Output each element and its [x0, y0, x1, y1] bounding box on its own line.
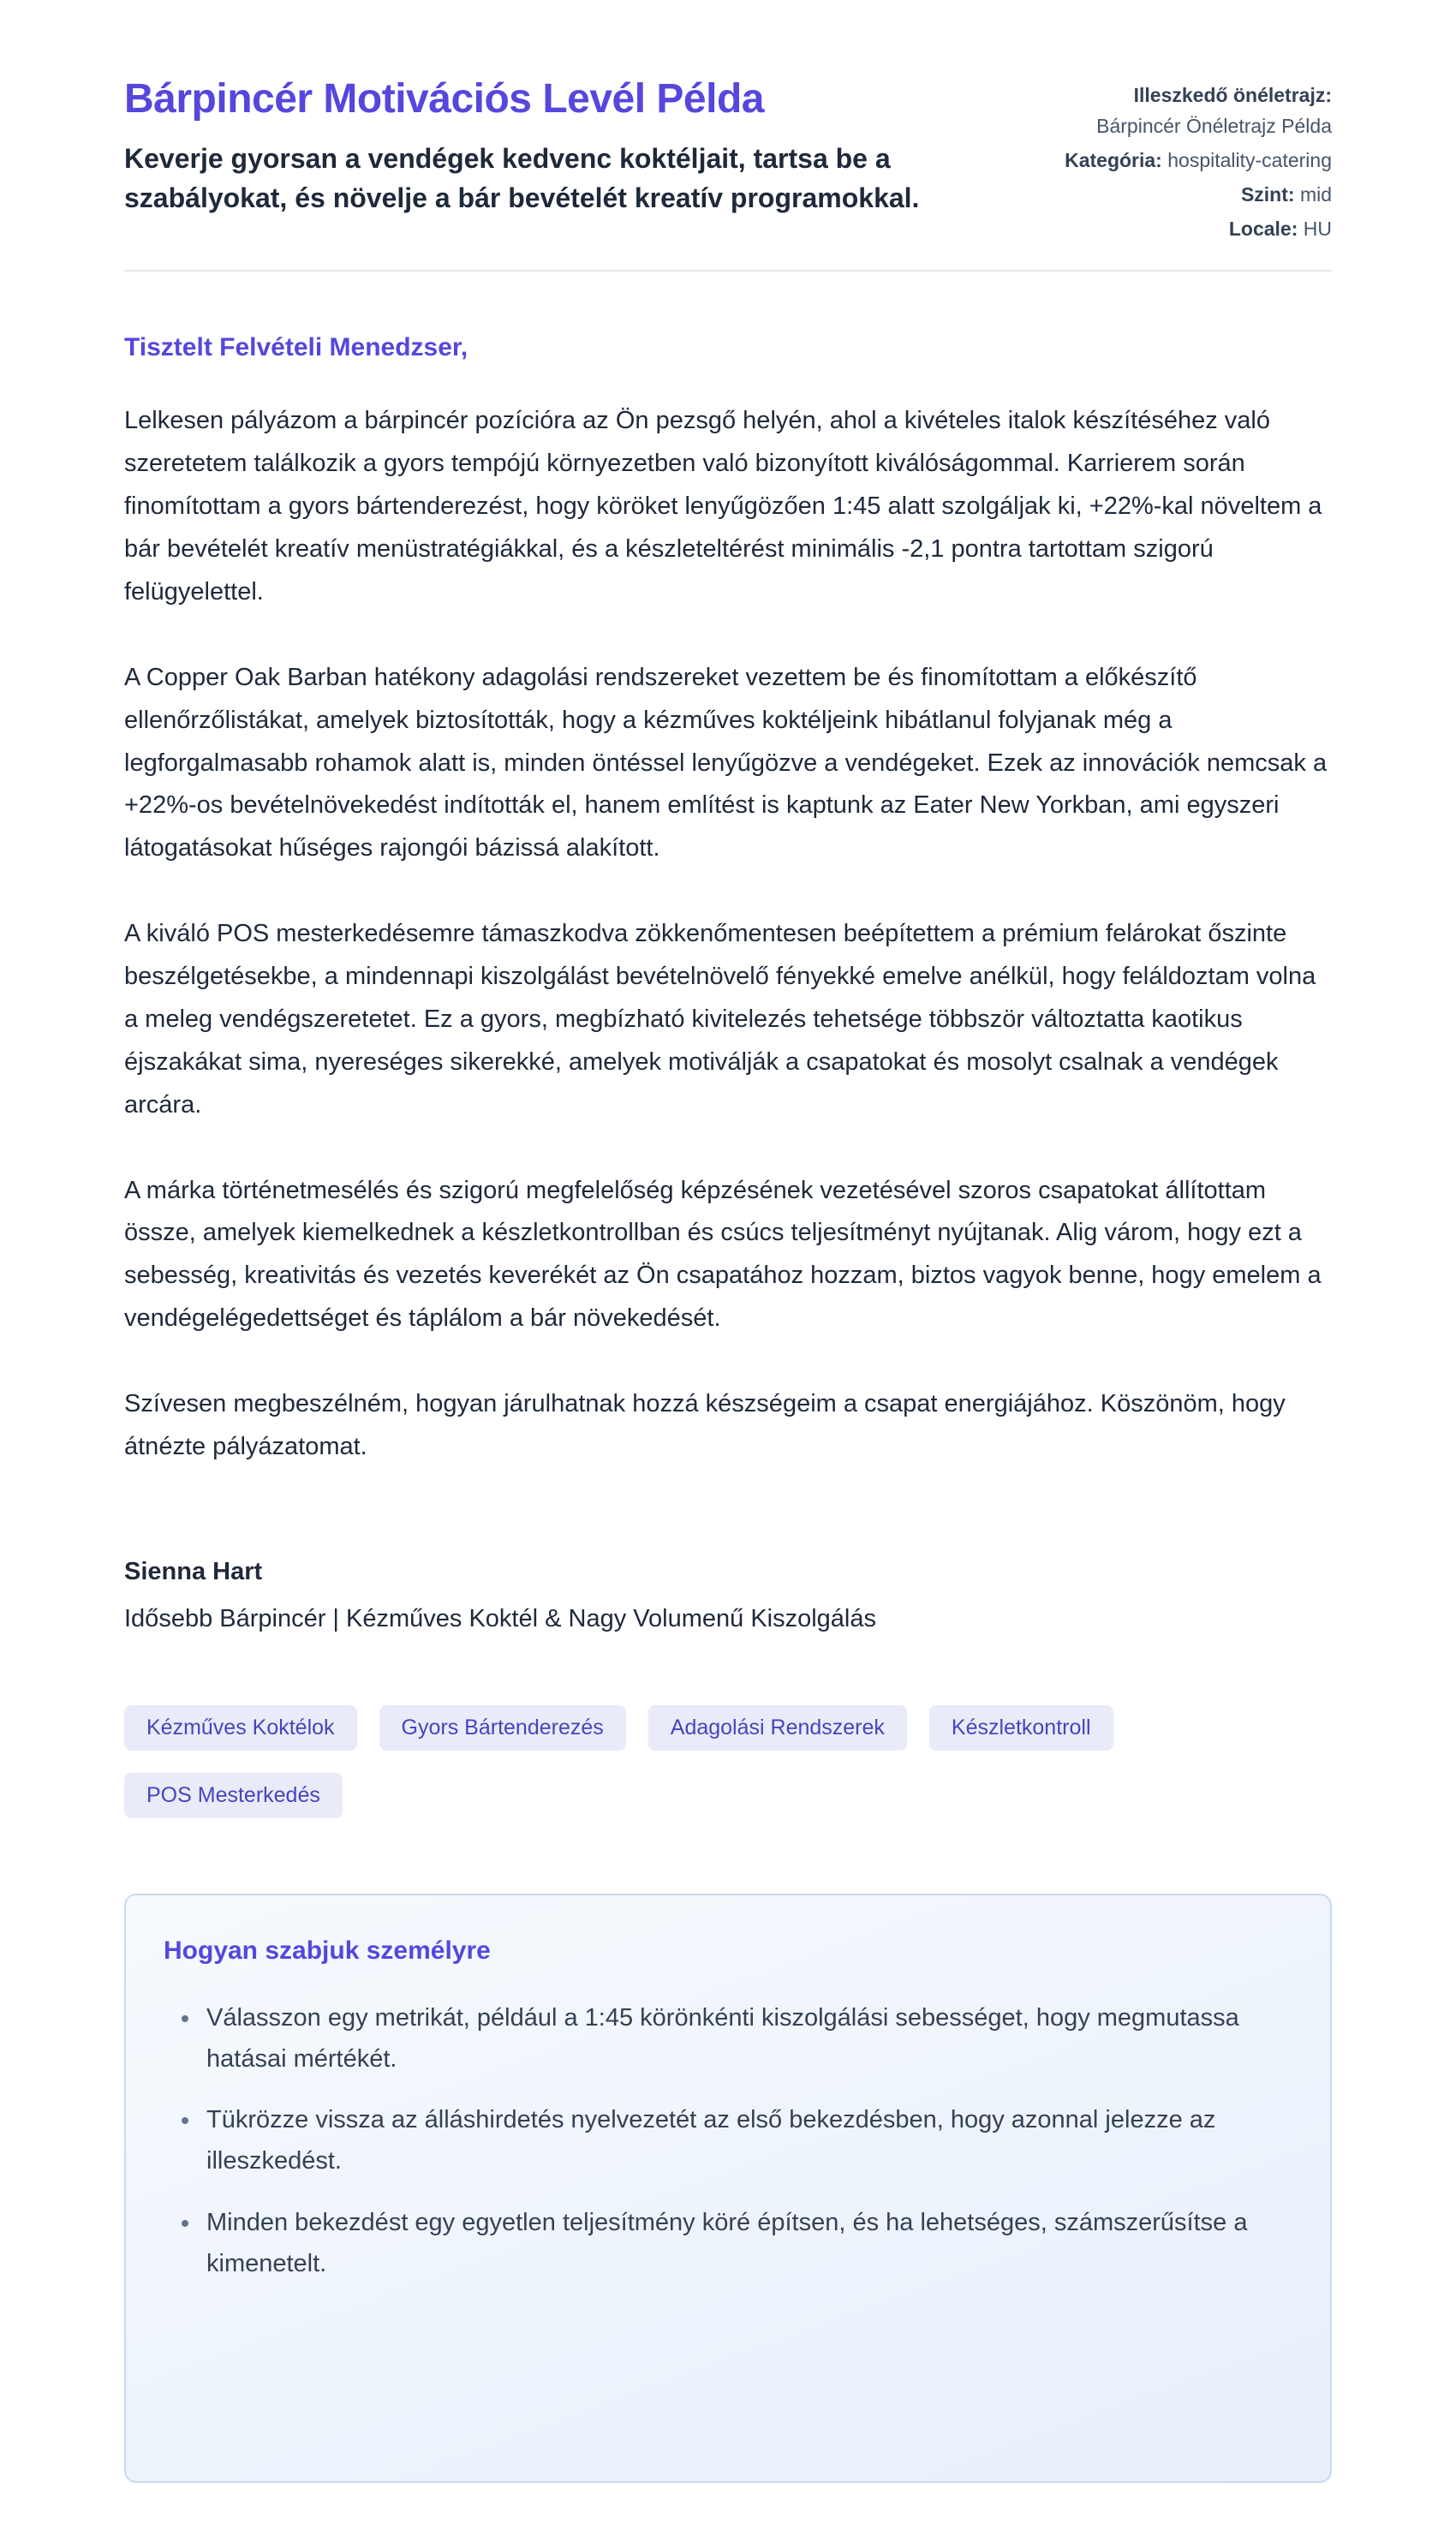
meta-value: Bárpincér Önéletrajz Példa: [1096, 114, 1332, 137]
paragraph-4: A márka történetmesélés és szigorú megfelelőség képzésének vezetésével szoros csapatokat állítottam össze, amelyek kiemelkednek a készletkontrollban és csúcs teljesítményt nyújtanak. Alig várom, hogy ezt a sebesség, kreativitás és vezetés keverékét az Ön csapatához hozzam, biztos vagyok benne, hogy emelem a vendégelégedettséget és táplálom a bár növekedését.: [124, 1176, 1322, 1333]
meta-value: mid: [1299, 182, 1332, 206]
page: [124, 0, 1332, 2483]
tag-pos-mastery[interactable]: POS Mesterkedés: [124, 1773, 343, 1818]
callout-bullet-2: • Tükrözze vissza az álláshirdetés nyelvezetét az első bekezdésben, hogy azonnal jelezze az illeszkedést.: [201, 2100, 1292, 2182]
meta-label: Illeszkedő önéletrajz:: [1133, 84, 1332, 106]
tag-speed-bartending[interactable]: Gyors Bártenderezés: [379, 1705, 626, 1751]
header-left: [124, 75, 1049, 218]
meta-value: HU: [1303, 217, 1332, 240]
skill-tags: [124, 1705, 1332, 1818]
callout-bullet-3: • Minden bekezdést egy egyetlen teljesítmény köré építsen, és ha lehetséges, számszerűsítse a kimenetelt.: [201, 2203, 1292, 2285]
meta-value: hospitality-catering: [1167, 148, 1332, 171]
header: [124, 75, 1332, 248]
meta-label: Szint:: [1240, 182, 1295, 206]
greeting: Tisztelt Felvételi Menedzser,: [124, 333, 468, 362]
tag-pour-systems[interactable]: Adagolási Rendszerek: [648, 1705, 907, 1751]
paragraph-2: A Copper Oak Barban hatékony adagolási rendszereket vezettem be és finomítottam a előkészítő ellenőrzőlistákat, amelyek biztosították, hogy a kézműves koktéljeink hibátlanul folyjanak még a legforgalmasabb rohamok alatt is, minden öntéssel lenyűgözve a vendégeket. Ezek az innovációk nemcsak a +22%-os bevételnövekedést indították el, hanem említést is kaptunk az Eater New Yorkban, ami egyszeri látogatásokat hűséges rajongói bázissá alakított.: [124, 663, 1328, 862]
paragraph-3: A kiváló POS mesterkedésemre támaszkodva zökkenőmentesen beépítettem a prémium felárokat őszinte beszélgetésekbe, a mindennapi kiszolgálást bevételnövelő fényekké emelve anélkül, hogy feláldoztam volna a meleg vendégszeretetet. Ez a gyors, megbízható kivitelezés tehetsége többször változtatta kaotikus éjszakákat sima, nyereséges sikerekké, amelyek motiválják a csapatokat és mosolyt csalnak a vendégek arcára.: [124, 920, 1316, 1119]
letter-body: [124, 333, 1332, 1632]
meta-item-category: [1049, 146, 1332, 176]
meta-panel: [1049, 81, 1332, 248]
page-title: Bárpincér Motivációs Levél Példa: [124, 76, 764, 122]
customization-callout: [124, 1894, 1332, 2483]
callout-bullet-list: [164, 1998, 1292, 2285]
tag-inventory-control[interactable]: Készletkontroll: [929, 1705, 1113, 1751]
page-subtitle: Keverje gyorsan a vendégek kedvenc koktéljait, tartsa be a szabályokat, és növelje a bár bevételét kreatív programokkal.: [124, 143, 920, 213]
paragraph-5: Szívesen megbeszélném, hogyan járulhatnak hozzá készségeim a csapat energiájához. Köszönöm, hogy átnézte pályázatomat.: [124, 1390, 1286, 1460]
tag-craft-cocktails[interactable]: Kézműves Koktélok: [124, 1705, 357, 1751]
meta-item-locale: [1049, 214, 1332, 245]
meta-label: Kategória:: [1065, 148, 1162, 171]
callout-title: Hogyan szabjuk személyre: [164, 1936, 491, 1965]
callout-bullet-1: • Válasszon egy metrikát, például a 1:45 körönkénti kiszolgálási sebességet, hogy megmutassa hatásai mértékét.: [201, 1998, 1292, 2080]
meta-label: Locale:: [1228, 217, 1298, 240]
meta-item-matching-resume: [1049, 81, 1332, 142]
signature-role: Idősebb Bárpincér | Kézműves Koktél & Nagy Volumenű Kiszolgálás: [124, 1604, 877, 1632]
signature-name: Sienna Hart: [124, 1557, 263, 1585]
meta-item-level: [1049, 180, 1332, 211]
header-divider: [124, 270, 1332, 271]
paragraph-1: Lelkesen pályázom a bárpincér pozícióra az Ön pezsgő helyén, ahol a kivételes italok készítéséhez való szeretetem találkozik a gyors tempójú környezetben való bizonyított kiválóságommal. Karrierem során finomítottam a gyors bártenderezést, hogy köröket lenyűgözően 1:45 alatt szolgáljak ki, +22%-kal növeltem a bár bevételét kreatív menüstratégiákkal, és a készleteltérést minimális -2,1 pontra tartottam szigorú felügyelettel.: [124, 407, 1322, 606]
